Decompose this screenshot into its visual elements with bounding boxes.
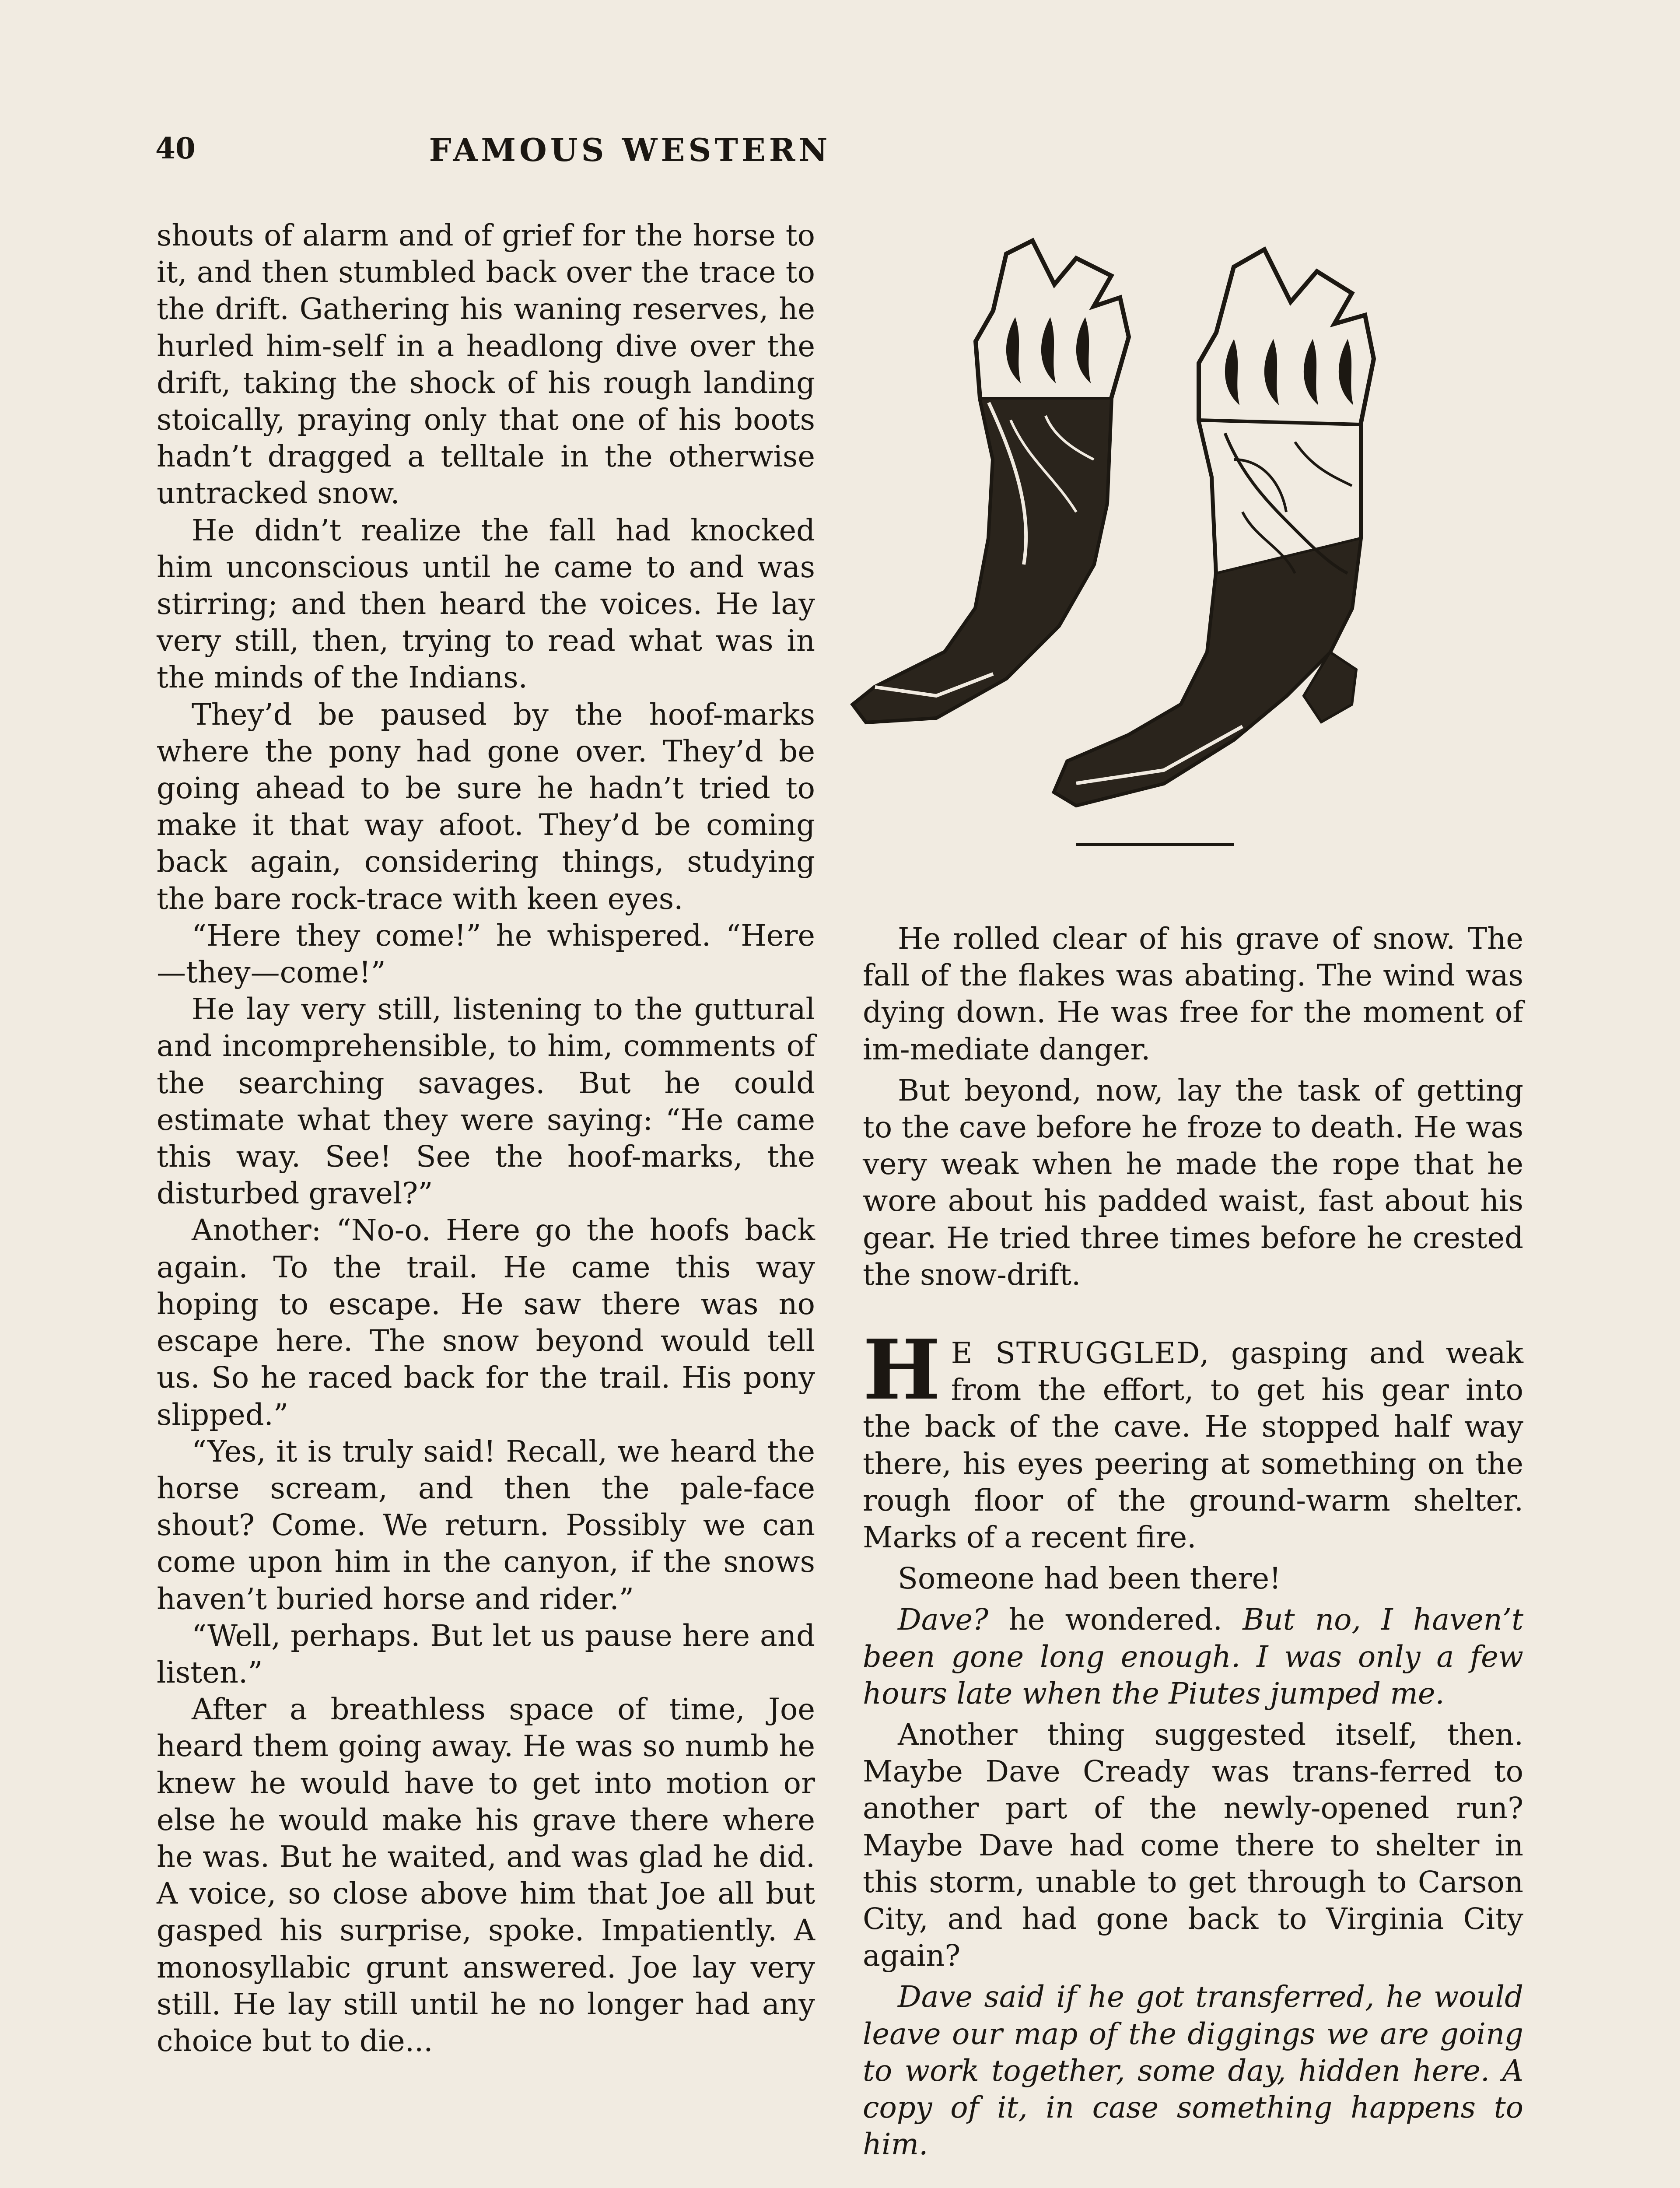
- drop-cap: H: [863, 1322, 941, 1419]
- roman-text: he wondered.: [988, 1602, 1243, 1637]
- section-text: gasping and weak from the effort, to get his gear into the back of the cave. He stopped half way there, his eyes peering at something on the rough floor of the ground-warm shelter. Marks of a recent fire.: [863, 1336, 1523, 1555]
- left-column: [157, 217, 815, 2059]
- italic-text: But no, I haven’t been gone long enough. I was only a few hours late when the Piutes jumped me.: [863, 1602, 1523, 1711]
- paragraph: He rolled clear of his grave of snow. The fall of the flakes was abating. The wind was dying down. He was free for the moment of im-mediate danger.: [863, 922, 1523, 1066]
- paragraph: “Here they come!” he whispered. “Here—they—come!”: [157, 918, 815, 990]
- section-lead-in: E STRUGGLED,: [951, 1336, 1210, 1371]
- paragraph: He didn’t realize the fall had knocked him unconscious until he came to and was stirring; and then heard the voices. He lay very still, then, trying to read what was in the minds of the Indians.: [157, 513, 815, 695]
- paragraph: Another: “No-o. Here go the hoofs back again. To the trail. He came this way hoping to escape. He saw there was no escape here. The snow beyond would tell us. So he raced back for the trail. His pony slipped.”: [157, 1213, 815, 1432]
- page-number: 40: [155, 131, 196, 165]
- paragraph: They’d be paused by the hoof-marks where the pony had gone over. They’d be going ahead to be sure he hadn’t tried to make it that way afoot. They’d be coming back again, considering things, studying the bare rock-trace with keen eyes.: [157, 697, 815, 916]
- paragraph: But beyond, now, lay the task of getting to the cave before he froze to death. He was very weak when he made the rope that he wore about his padded waist, fast about his gear. He tried three times before he crested the snow-drift.: [863, 1073, 1523, 1292]
- paragraph: shouts of alarm and of grief for the horse to it, and then stumbled back over the trace to the drift. Gathering his waning reserves, he hurled him-self in a headlong dive over the drift, taking the shock of his rough landing stoically, praying only that one of his boots hadn’t dragged a telltale in the otherwise untracked snow.: [157, 218, 815, 511]
- paragraph: “Well, perhaps. But let us pause here and listen.”: [157, 1618, 815, 1690]
- italic-text: Dave?: [898, 1602, 989, 1637]
- paragraph: Another thing suggested itself, then. Maybe Dave Cready was trans-ferred to another part of the newly-opened run? Maybe Dave had come there to shelter in this storm, unable to get through to Carson City, and had gone back to Virginia City again?: [863, 1718, 1523, 1973]
- paragraph: [863, 1601, 1523, 1712]
- section-opening-paragraph: [863, 1322, 1523, 1556]
- paragraph: After a breathless space of time, Joe heard them going away. He was so numb he knew he would have to get into motion or else he would make his grave there where he was. But he waited, and was glad he did. A voice, so close above him that Joe all but gasped his surprise, spoke. Impatiently. A monosyllabic grunt answered. Joe lay very still. He lay still until he no longer had any choice but to die...: [157, 1692, 815, 2058]
- paragraph: “Yes, it is truly said! Recall, we heard the horse scream, and then the pale-face shout? Come. We return. Possibly we can come upon him in the canyon, if the snows haven’t buried horse and rider.”: [157, 1434, 815, 1616]
- left-boot: [853, 241, 1129, 722]
- right-column: [863, 920, 1523, 2163]
- paragraph: Dave said if he got transferred, he would leave our map of the diggings we are going to work together, some day, hidden here. A copy of it, in case something happens to him.: [863, 1980, 1523, 2162]
- paragraph: He lay very still, listening to the guttural and incomprehensible, to him, comments of the searching savages. But he could estimate what they were saying: “He came this way. See! See the hoof-marks, the disturbed gravel?”: [157, 992, 815, 1211]
- cowboy-boots-icon: [849, 232, 1531, 888]
- running-title: FAMOUS WESTERN: [429, 131, 831, 168]
- page-header: [155, 131, 1105, 179]
- paragraph: Someone had been there!: [898, 1561, 1281, 1596]
